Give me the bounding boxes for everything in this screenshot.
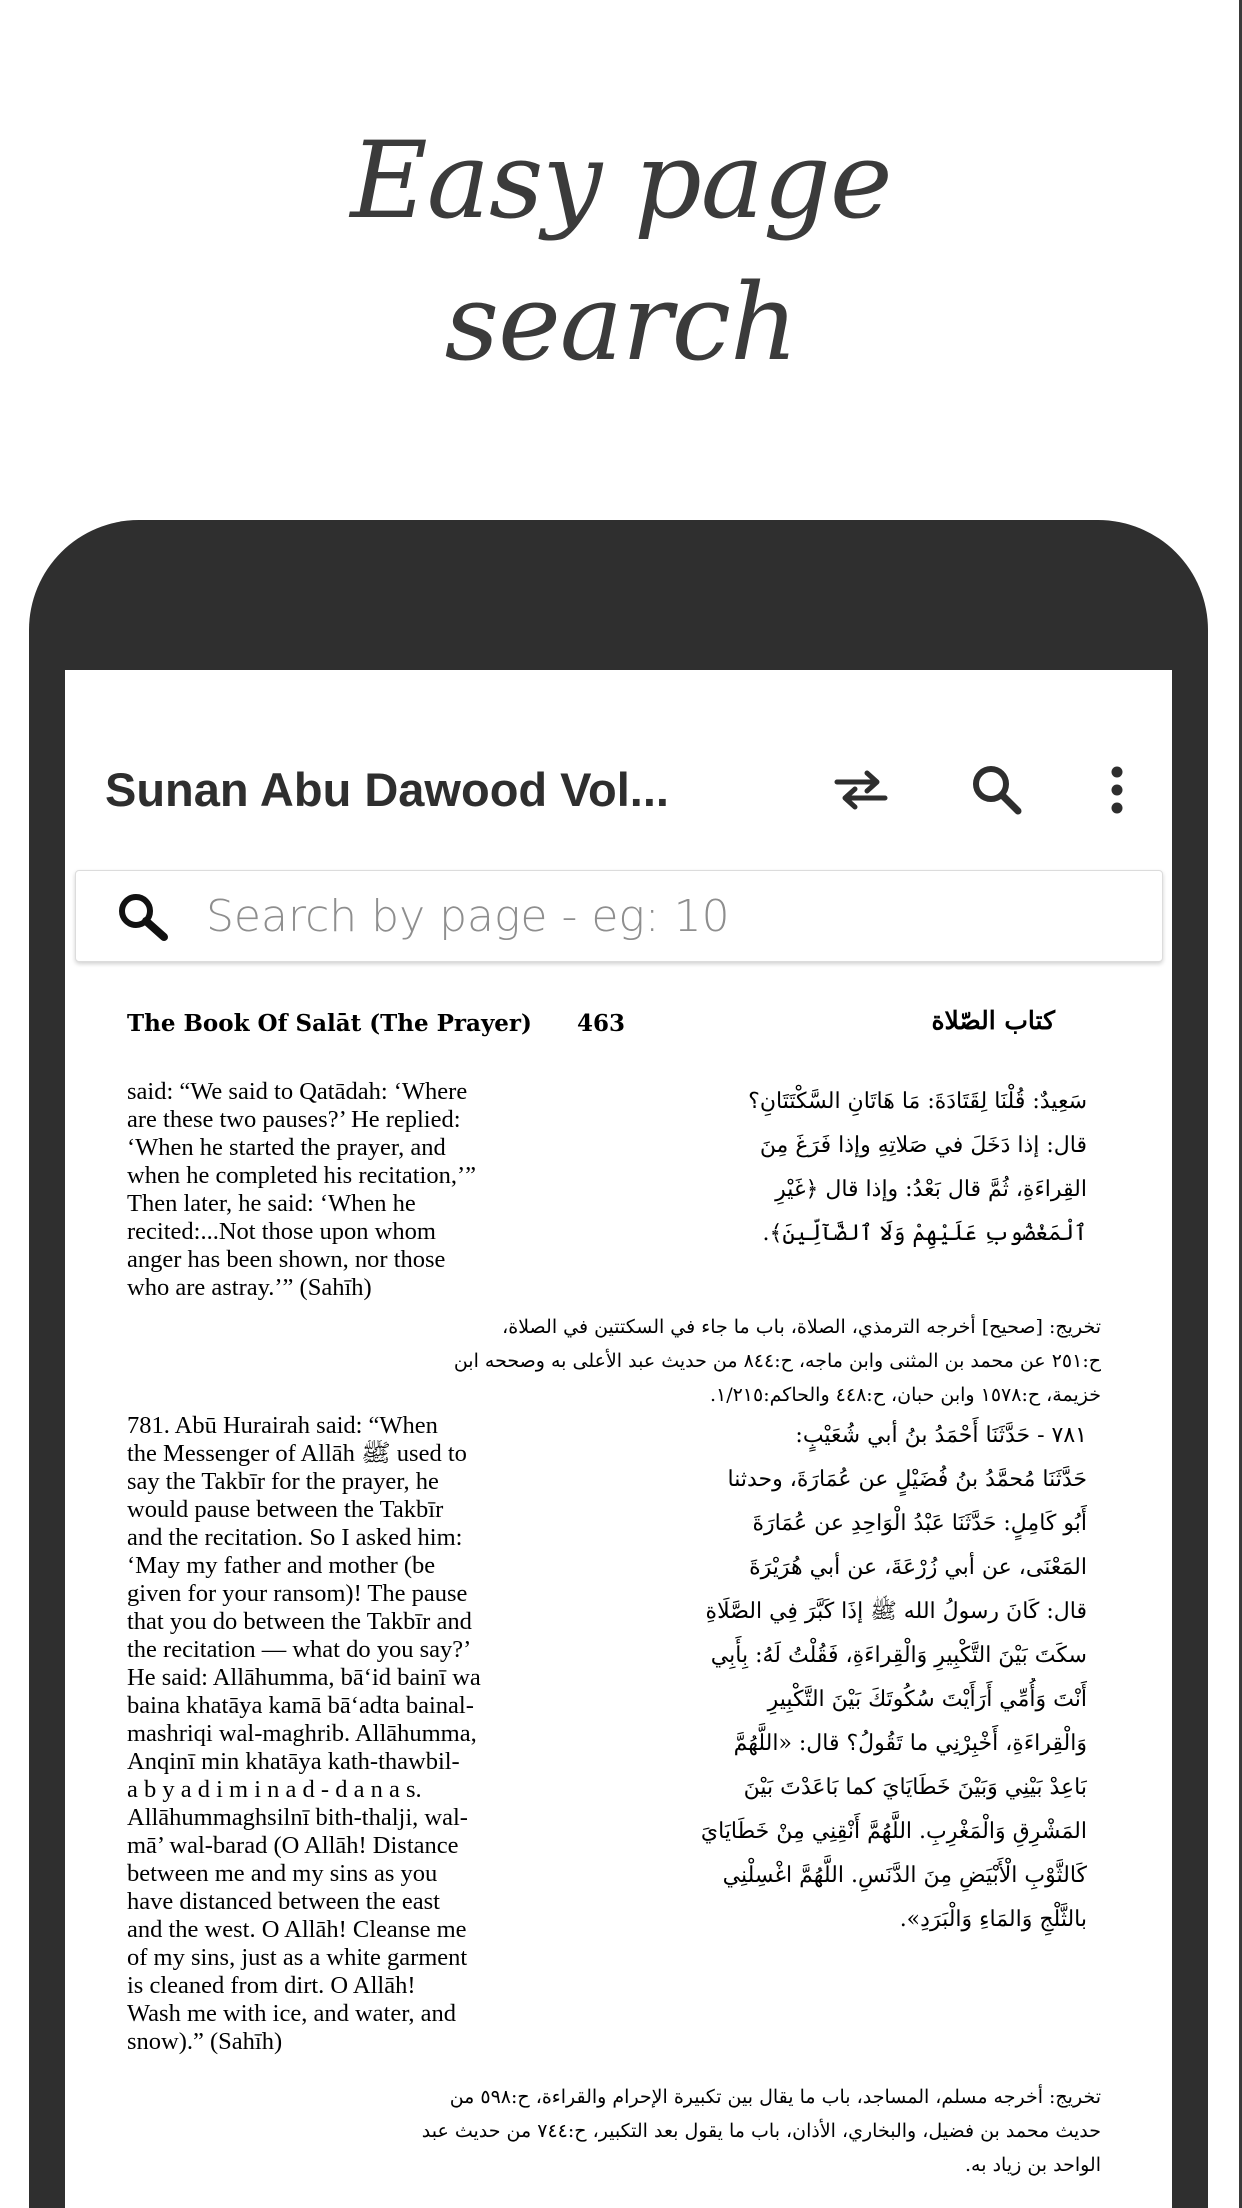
text-line: القِراءَةِ، ثُمَّ قال بَعْدُ: وإذا قال ﴿غَيْرِ	[775, 1177, 1087, 1202]
text-line: قال: إذا دَخَلَ في صَلاتِهِ وإذا فَرَغَ مِنَ	[759, 1133, 1087, 1158]
app-bar	[65, 670, 1172, 870]
text-line: تخريج: [صحيح] أخرجه الترمذي، الصلاة، باب ما جاء في السكتتين في الصلاة،	[502, 1316, 1101, 1338]
text-line: المَعْنَى، عن أبي زُرْعَةَ، عن أبي هُرَيْرَةَ	[749, 1555, 1087, 1580]
text-line: say the Takbīr for the prayer, he	[127, 1468, 439, 1495]
text-line: Allāhummaghsilnī bith-thalji, wal-	[127, 1804, 468, 1831]
text-line: recited:...Not those upon whom	[127, 1218, 436, 1245]
text-line: mā’ wal-barad (O Allāh! Distance	[127, 1832, 459, 1859]
text-line: when he completed his recitation,’”	[127, 1162, 476, 1189]
text-line: would pause between the Takbīr	[127, 1496, 444, 1523]
text-line: the Messenger of Allāh ﷺ used to	[127, 1440, 467, 1467]
text-line: and the west. O Allāh! Cleanse me	[127, 1916, 467, 1943]
english-text-2	[127, 1412, 557, 2056]
text-line: ٱلْمَغْضُوبِ عَلَيْهِمْ وَلَا ٱلضَّآلِّينَ﴾.	[762, 1221, 1087, 1246]
text-line: a b y a d i m i n a d - d a n a s.	[127, 1776, 422, 1803]
arabic-text-1	[605, 1080, 1087, 1256]
book-page	[65, 970, 1172, 2208]
text-line: and the recitation. So I asked him:	[127, 1524, 463, 1551]
text-line: snow).” (Sahīh)	[127, 2028, 283, 2055]
text-line: ‘When he started the prayer, and	[127, 1134, 446, 1161]
text-line: الواحد بن زياد به.	[965, 2154, 1101, 2176]
text-line: قال: كَانَ رسولُ الله ﷺ إذَا كَبَّرَ فِي الصَّلَاةِ	[705, 1599, 1087, 1624]
text-line: that you do between the Takbīr and	[127, 1608, 472, 1635]
more-options-icon[interactable]	[1085, 758, 1149, 822]
promo-line-1: Easy page	[350, 119, 892, 242]
page-search-input[interactable]	[206, 885, 1106, 947]
text-line: given for your ransom)! The pause	[127, 1580, 468, 1607]
search-icon[interactable]	[965, 758, 1029, 822]
text-line: Then later, he said: ‘When he	[127, 1190, 416, 1217]
text-line: the recitation — what do you say?’	[127, 1636, 472, 1663]
english-text-1	[127, 1078, 557, 1302]
page-header-title: The Book Of Salāt (The Prayer)	[127, 1010, 532, 1037]
text-line: ح:٢٥١ عن محمد بن المثنى وابن ماجه، ح:٨٤٤ من حديث عبد الأعلى به وصححه ابن	[453, 1350, 1101, 1372]
text-line: Anqinī min khatāya kath-thawbil-	[127, 1748, 460, 1775]
phone-screen	[65, 670, 1172, 2208]
text-line: anger has been shown, nor those	[127, 1246, 446, 1273]
text-line: سكَتَ بَيْنَ التَّكْبِيرِ وَالْقِراءَةِ، فَقُلْتُ لَهُ: بِأَبِي	[710, 1643, 1087, 1668]
promo-heading	[0, 110, 1242, 394]
page-number: 463	[577, 1010, 626, 1037]
text-line: حَدَّثَنَا مُحمَّدُ بنُ فُضَيْلٍ عن عُمَارَةَ، وحدثنا	[727, 1467, 1087, 1492]
promo-line-2: search	[444, 261, 798, 384]
text-line: said: “We said to Qatādah: ‘Where	[127, 1078, 468, 1105]
swap-icon[interactable]	[829, 758, 893, 822]
text-line: أَنْتَ وَأُمِّي أَرَأَيْتَ سُكُوتَكَ بَيْنَ التَّكْبِيرِ	[767, 1687, 1087, 1712]
text-line: المَشْرِقِ وَالْمَغْرِبِ. اللَّهُمَّ أَنْقِنِي مِنْ خَطَايَايَ	[700, 1819, 1087, 1844]
text-line: who are astray.’” (Sahīh)	[127, 1274, 372, 1301]
text-line: بالثَّلْجِ وَالمَاءِ وَالْبَرَدِ».	[899, 1907, 1087, 1932]
search-icon	[116, 891, 172, 943]
text-line: سَعِيدٌ: قُلْنَا لِقَتَادَةَ: مَا هَاتَانِ السَّكْتَتَانِ؟	[748, 1089, 1087, 1114]
text-line: between me and my sins as you	[127, 1860, 438, 1887]
text-line: ‘May my father and mother (be	[127, 1552, 436, 1579]
text-line: have distanced between the east	[127, 1888, 440, 1915]
text-line: خزيمة، ح:١٥٧٨ وابن حبان، ح:٤٤٨ والحاكم:١/٢١٥.	[709, 1384, 1101, 1406]
text-line: بَاعِدْ بَيْنِي وَبَيْنَ خَطَايَايَ كما بَاعَدْتَ بَيْنَ	[743, 1775, 1087, 1800]
text-line: تخريج: أخرجه مسلم، المساجد، باب ما يقال بين تكبيرة الإحرام والقراءة، ح:٥٩٨ من	[449, 2086, 1101, 2108]
text-line: He said: Allāhumma, bā‘id bainī wa	[127, 1664, 481, 1691]
page-search-bar[interactable]	[75, 870, 1163, 962]
text-line: Wash me with ice, and water, and	[127, 2000, 457, 2027]
text-line: ٧٨١ - حَدَّثَنَا أَحْمَدُ بنُ أبي شُعَيْبٍ:	[795, 1423, 1087, 1448]
text-line: حديث محمد بن فضيل، والبخاري، الأذان، باب ما يقول بعد التكبير، ح:٧٤٤ من حديث عبد	[421, 2120, 1101, 2142]
text-line: are these two pauses?’ He replied:	[127, 1106, 461, 1133]
takhrij-note-1	[121, 1310, 1101, 1412]
text-line: of my sins, just as a white garment	[127, 1944, 468, 1971]
text-line: is cleaned from dirt. O Allāh!	[127, 1972, 416, 1999]
text-line: أَبُو كَامِلٍ: حَدَّثَنَا عَبْدُ الْوَاحِدِ عن عُمَارَةَ	[752, 1511, 1087, 1536]
arabic-text-2	[605, 1414, 1087, 1942]
text-line: mashriqi wal-maghrib. Allāhumma,	[127, 1720, 477, 1747]
text-line: baina khatāya kamā bā‘adta bainal-	[127, 1692, 474, 1719]
takhrij-note-2	[121, 2080, 1101, 2182]
text-line: 781. Abū Hurairah said: “When	[127, 1412, 438, 1439]
page-header-arabic: كتاب الصّلاة	[931, 1006, 1055, 1035]
text-line: وَالْقِراءَةِ، أَخْبِرْنِي ما تَقُولُ؟ قال: «اللَّهُمَّ	[733, 1731, 1087, 1756]
app-title: Sunan Abu Dawood Vol...	[105, 763, 669, 816]
text-line: كَالثَّوْبِ الْأَبْيَضِ مِنَ الدَّنَسِ. اللَّهُمَّ اغْسِلْنِي	[722, 1863, 1087, 1888]
